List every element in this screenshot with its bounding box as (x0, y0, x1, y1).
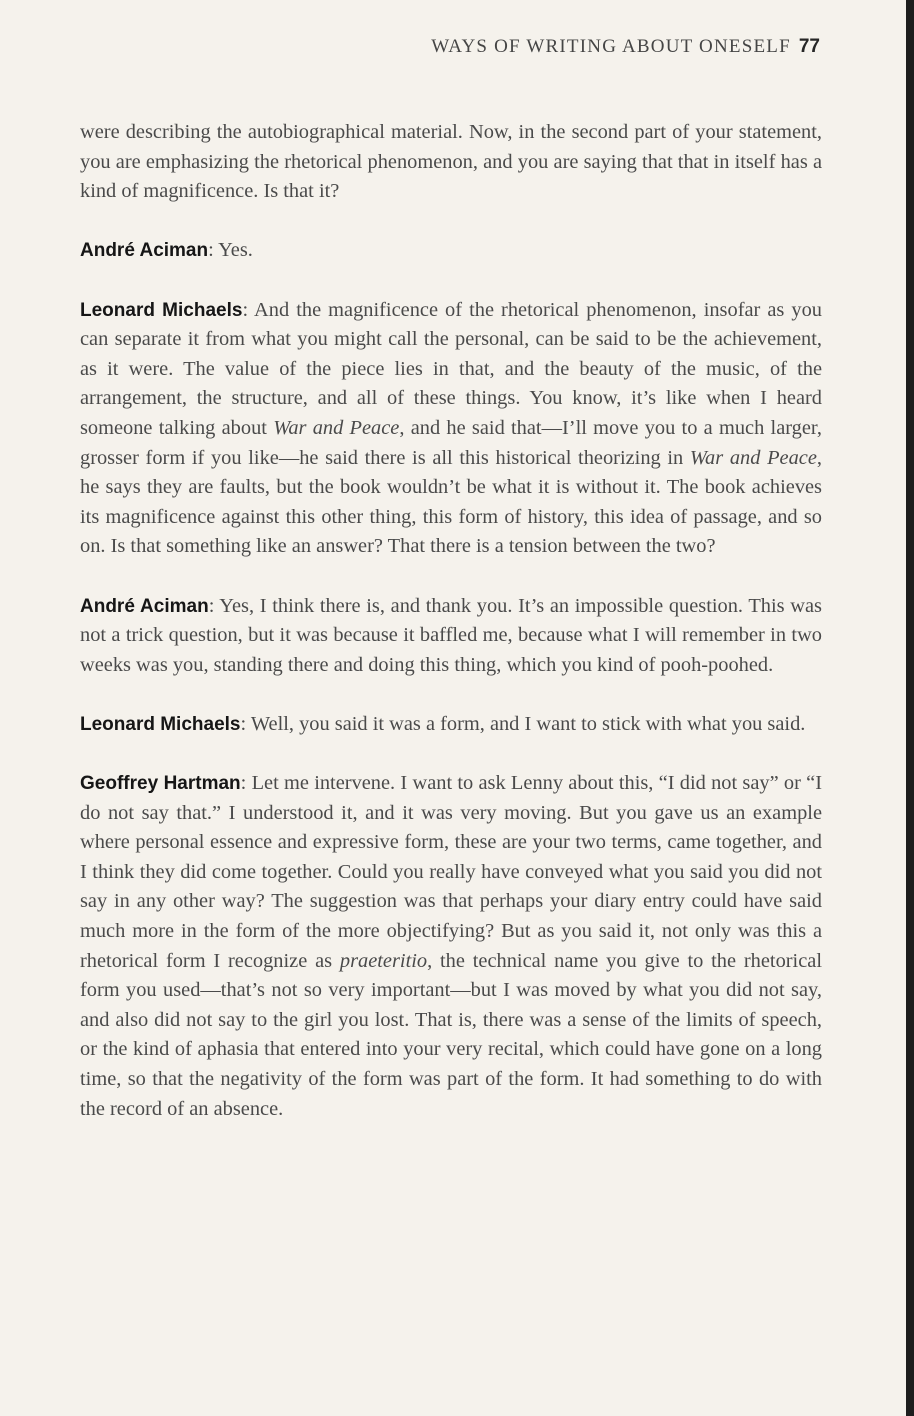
running-title: WAYS OF WRITING ABOUT ONESELF (431, 36, 791, 57)
running-head (431, 36, 820, 58)
speaker-colon: : (240, 712, 251, 735)
paragraph-text: were describing the autobiographical material. Now, in the second part of your statement, you are emphasizing the rhetorical phenomenon, and you are saying that that in itself has a kind of magnificence. Is that it? (80, 121, 822, 203)
latin-term: praeteritio (339, 949, 428, 972)
paragraph-text: , and he said that—I’ll move you to a much larger, grosser form if you like—he said there is all this historical theorizing in (80, 416, 823, 469)
book-title: War and Peace (689, 446, 817, 469)
dialogue-paragraph (80, 296, 822, 562)
page-number: 77 (798, 36, 820, 57)
page-edge-shadow (906, 0, 914, 1416)
body-text (80, 118, 822, 1154)
speaker-colon: : (240, 772, 252, 795)
paragraph-text: , he says they are faults, but the book wouldn’t be what it is without it. The book achieves its magnificence against this other thing, this form of history, this idea of passage, and so on. Is that something like an answer? That there is a tension between the two? (80, 446, 822, 558)
speaker-colon: : (208, 239, 219, 262)
dialogue-paragraph (80, 236, 822, 266)
speaker-name: Geoffrey Hartman (80, 773, 241, 795)
dialogue-paragraph (80, 769, 822, 1124)
paragraph-text: Well, you said it was a form, and I want to stick with what you said. (250, 712, 806, 735)
speaker-name: André Aciman (80, 240, 209, 262)
paragraph-text: Yes. (218, 239, 253, 262)
speaker-name: Leonard Michaels (80, 299, 243, 321)
paragraph-text: Let me intervene. I want to ask Lenny about this, “I did not say” or “I do not say that.” I understood it, and it was very moving. But you gave us an example where personal essence and expressive form, these are your two terms, came together, and I think they did come together. Could you really have conveyed what you said you did not say in any other way? The suggestion was that perhaps your diary entry could have said much more in the form of the more objectifying? But as you said it, not only was this a rhetorical form I recognize as (80, 772, 822, 972)
speaker-colon: : (208, 594, 220, 617)
paragraph-text: Yes, I think there is, and thank you. It’s an impossible question. This was not a trick question, but it was because it baffled me, because what I will remember in two weeks was you, standing there and doing this thing, which you kind of pooh-poohed. (80, 594, 822, 676)
book-title: War and Peace (273, 416, 400, 439)
speaker-colon: : (242, 298, 255, 321)
dialogue-paragraph (80, 592, 822, 681)
speaker-name: Leonard Michaels (80, 713, 241, 735)
dialogue-paragraph (80, 710, 822, 740)
paragraph-text: , the technical name you give to the rhetorical form you used—that’s not so very important—but I was moved by what you did not say, and also did not say to the girl you lost. That is, there was a sense of the limits of speech, or the kind of aphasia that entered into your very recital, which could have gone on a long time, so that the negativity of the form was part of the form. It had something to do with the record of an absence. (80, 949, 822, 1120)
paragraph-text: And the magnificence of the rhetorical phenomenon, insofar as you can separate it from what you might call the personal, can be said to be the achievement, as it were. The value of the piece lies in that, and the beauty of the music, of the arrangement, the structure, and all of these things. You know, it’s like when I heard someone talking about (80, 298, 822, 439)
speaker-name: André Aciman (80, 595, 209, 617)
paragraph-continued (80, 118, 822, 207)
